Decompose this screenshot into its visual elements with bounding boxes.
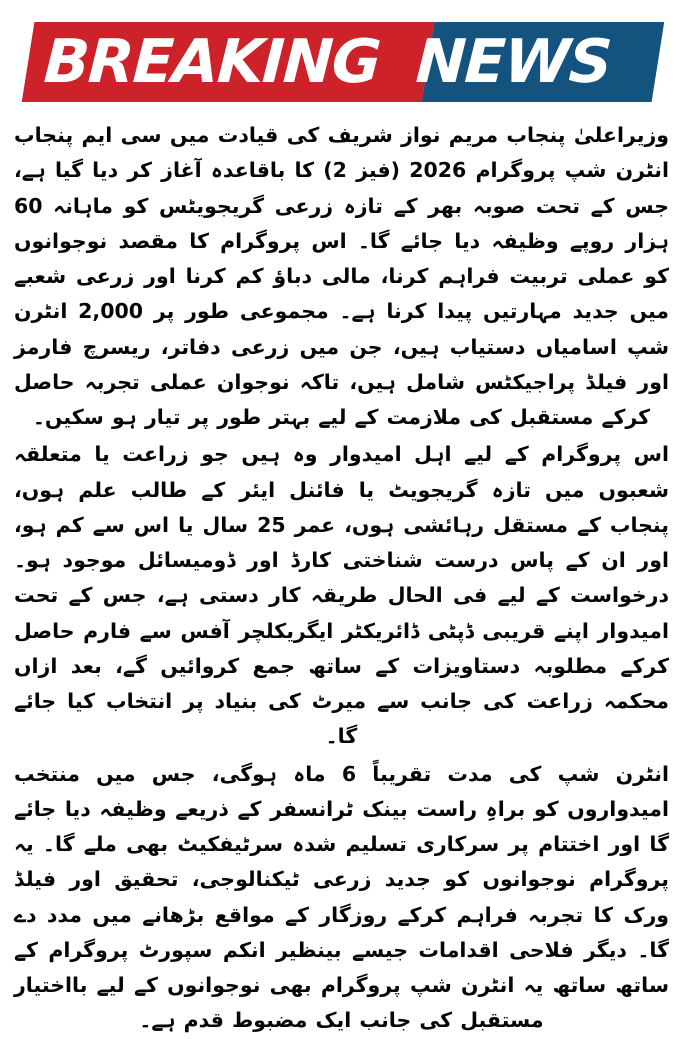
banner-background (22, 22, 665, 102)
article-body (0, 112, 683, 1039)
banner-blue-block (422, 22, 665, 102)
banner-word-breaking: BREAKING (42, 27, 382, 97)
article-paragraph-1: وزیراعلیٰ پنجاب مریم نواز شریف کی قیادت میں سی ایم پنجاب انٹرن شپ پروگرام 2026 (فیز 2) کا باقاعدہ آغاز کر دیا گیا ہے، جس کے تحت صوبہ بھر کے تازہ زرعی گریجویٹس کو ماہانہ 60 ہزار روپے وظیفہ دیا جائے گا۔ اس پروگرام کا مقصد نوجوانوں کو عملی تربیت فراہم کرنا، مالی دباؤ کم کرنا اور زرعی شعبے میں جدید مہارتیں پیدا کرنا ہے۔ مجموعی طور پر 2,000 انٹرن شپ اسامیاں دستیاب ہیں، جن میں زرعی دفاتر، ریسرچ فارمز اور فیلڈ پراجیکٹس شامل ہیں، تاکہ نوجوان عملی تجربہ حاصل کرکے مستقبل کی ملازمت کے لیے بہتر طور پر تیار ہو سکیں۔ (14, 123, 670, 429)
article-paragraph-3: انٹرن شپ کی مدت تقریباً 6 ماہ ہوگی، جس میں منتخب امیدواروں کو براہِ راست بینک ٹرانسفر کے ذریعے وظیفہ دیا جائے گا اور اختتام پر سرکاری تسلیم شدہ سرٹیفکیٹ بھی ملے گا۔ یہ پروگرام نوجوانوں کو جدید زرعی ٹیکنالوجی، تحقیق اور فیلڈ ورک کا تجربہ فراہم کرکے روزگار کے مواقع بڑھانے میں مدد دے گا۔ دیگر فلاحی اقدامات جیسے بینظیر انکم سپورٹ پروگرام کے ساتھ ساتھ یہ انٹرن شپ پروگرام بھی نوجوانوں کے لیے بااختیار مستقبل کی جانب ایک مضبوط قدم ہے۔ (14, 761, 669, 1033)
article-paragraph-2: اس پروگرام کے لیے اہل امیدوار وہ ہیں جو زراعت یا متعلقہ شعبوں میں تازہ گریجویٹ یا فائنل ایئر کے طالب علم ہوں، پنجاب کے مستقل رہائشی ہوں، عمر 25 سال یا اس سے کم ہو، اور ان کے پاس درست شناختی کارڈ اور ڈومیسائل موجود ہو۔ درخواست کے لیے فی الحال طریقہ کار دستی ہے، جس کے تحت امیدوار اپنے قریبی ڈپٹی ڈائریکٹر ایگریکلچر آفس سے فارم حاصل کرکے مطلوبہ دستاویزات کے ساتھ جمع کروائیں گے، بعد ازاں محکمہ زراعت کی جانب سے میرٹ کی بنیاد پر انتخاب کیا جائے گا۔ (14, 442, 670, 749)
banner-word-news: NEWS (413, 27, 613, 97)
banner-red-block (22, 22, 435, 102)
breaking-news-banner (0, 0, 683, 112)
